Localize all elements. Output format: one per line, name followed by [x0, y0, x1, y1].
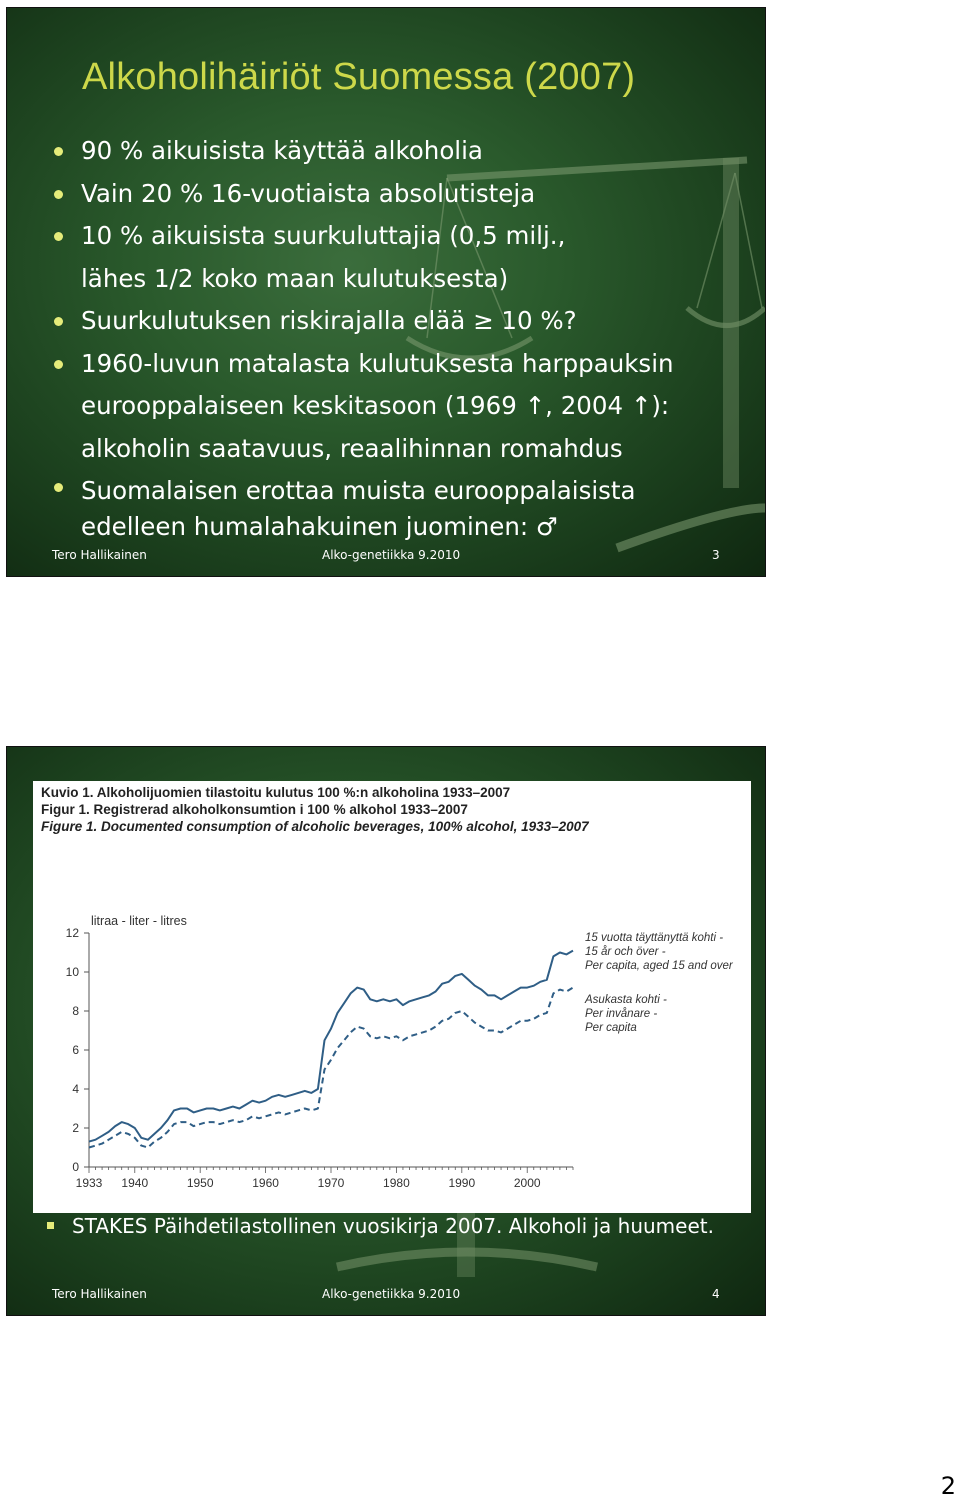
list-item: 10 % aikuisista suurkuluttajia (0,5 milj., lähes 1/2 koko maan kulutuksesta) — [47, 215, 747, 300]
bullet-icon — [54, 232, 63, 241]
source-note: STAKES Päihdetilastollinen vuosikirja 2007. Alkoholi ja huumeet. — [47, 1214, 714, 1238]
list-item: Vain 20 % 16-vuotiaista absolutisteja — [47, 173, 747, 216]
x-tick-label: 1960 — [252, 1176, 279, 1190]
figure-caption-fi: Kuvio 1. Alkoholijuomien tilastoitu kulutus 100 %:n alkoholina 1933–2007 — [41, 785, 511, 800]
x-tick-label: 2000 — [513, 1176, 541, 1190]
alcohol-consumption-chart — [33, 781, 751, 1213]
y-tick-label: 2 — [72, 1121, 79, 1135]
y-tick-label: 12 — [65, 926, 79, 940]
bullet-list — [47, 130, 747, 548]
figure-caption-en: Figure 1. Documented consumption of alcoholic beverages, 100% alcohol, 1933–2007 — [41, 819, 589, 834]
y-tick-label: 4 — [72, 1082, 79, 1096]
bullet-icon — [54, 190, 63, 199]
legend-label: Asukasta kohti - — [585, 994, 667, 1006]
footer-page-number: 4 — [712, 1287, 720, 1301]
x-tick-label: 1980 — [383, 1176, 410, 1190]
slide-footer — [7, 1287, 765, 1303]
series-line-2 — [89, 988, 573, 1148]
x-tick-label: 1950 — [186, 1176, 214, 1190]
x-tick-label: 1940 — [121, 1176, 149, 1190]
footer-page-number: 3 — [712, 548, 720, 562]
list-item: Suomalaisen erottaa muista eurooppalaisista edelleen humalahakuinen juominen: ♂ — [47, 470, 747, 548]
slide-footer — [7, 548, 765, 564]
footer-author: Tero Hallikainen — [52, 1287, 147, 1301]
slide-title: Alkoholihäiriöt Suomessa (2007) — [82, 56, 636, 98]
y-tick-label: 6 — [72, 1043, 79, 1057]
bullet-icon — [54, 317, 63, 326]
x-tick-label: 1970 — [317, 1176, 345, 1190]
list-item: 1960-luvun matalasta kulutuksesta harppauksin eurooppalaiseen keskitasoon (1969 ↑, 2004 ↑): alkoholin saatavuus, reaalihinnan romahdus — [47, 343, 747, 471]
bullet-icon — [54, 483, 63, 492]
y-axis-label: litraa - liter - litres — [91, 914, 187, 928]
bullet-icon — [54, 360, 63, 369]
x-tick-label: 1933 — [75, 1176, 103, 1190]
y-tick-label: 10 — [65, 965, 79, 979]
footer-author: Tero Hallikainen — [52, 548, 147, 562]
footer-event: Alko-genetiikka 9.2010 — [322, 1287, 461, 1301]
bullet-icon — [47, 1222, 54, 1229]
legend-label: Per capita — [585, 1022, 637, 1034]
chart-figure — [33, 781, 751, 1213]
y-tick-label: 0 — [72, 1160, 79, 1174]
legend-label: Per capita, aged 15 and over — [585, 960, 733, 972]
slide-1 — [6, 7, 766, 577]
x-tick-label: 1990 — [448, 1176, 476, 1190]
legend-label: Per invånare - — [585, 1008, 658, 1020]
legend-label: 15 år och över - — [585, 946, 666, 958]
legend-label: 15 vuotta täyttänyttä kohti - — [585, 932, 724, 944]
series-line-1 — [89, 951, 573, 1142]
slide-2 — [6, 746, 766, 1316]
footer-event: Alko-genetiikka 9.2010 — [322, 548, 461, 562]
figure-caption-sv: Figur 1. Registrerad alkoholkonsumtion i 100 % alkohol 1933–2007 — [41, 802, 468, 817]
page-number: 2 — [940, 1472, 956, 1500]
y-tick-label: 8 — [72, 1004, 79, 1018]
bullet-icon — [54, 147, 63, 156]
list-item: Suurkulutuksen riskirajalla elää ≥ 10 %? — [47, 300, 747, 343]
list-item: 90 % aikuisista käyttää alkoholia — [47, 130, 747, 173]
